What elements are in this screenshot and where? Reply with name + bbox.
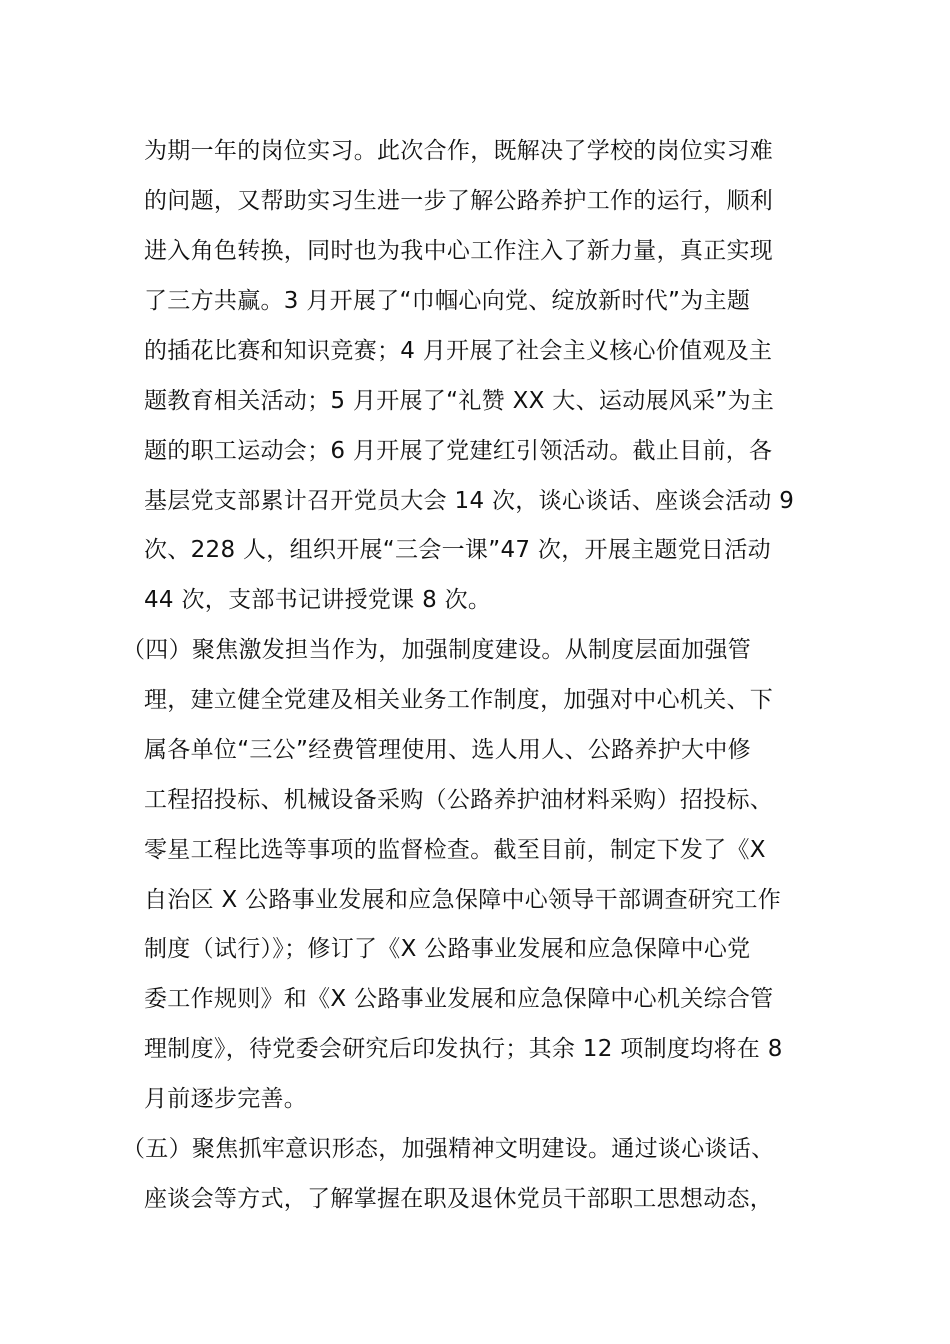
- text-line: 的问题，又帮助实习生进一步了解公路养护工作的运行，顺利: [144, 188, 774, 214]
- text-line: 委工作规则》和《X 公路事业发展和应急保障中心机关综合管: [144, 986, 774, 1012]
- text-line: 座谈会等方式，了解掌握在职及退休党员干部职工思想动态，: [144, 1186, 774, 1212]
- text-line: 基层党支部累计召开党员大会 14 次，谈心谈话、座谈会活动 9: [144, 488, 795, 514]
- text-line: 零星工程比选等事项的监督检查。截至目前，制定下发了《X: [144, 837, 766, 863]
- text-line: 进入角色转换，同时也为我中心工作注入了新力量，真正实现: [144, 238, 774, 264]
- text-line: 属各单位“三公”经费管理使用、选人用人、公路养护大中修: [144, 737, 751, 763]
- text-line: 44 次，支部书记讲授党课 8 次。: [144, 587, 492, 613]
- text-line: 制度（试行）》；修订了《X 公路事业发展和应急保障中心党: [144, 936, 751, 962]
- text-line: 题的职工运动会；6 月开展了党建红引领活动。截止目前，各: [144, 438, 773, 464]
- text-line: 次、228 人，组织开展“三会一课”47 次，开展主题党日活动: [144, 537, 771, 563]
- text-line: 了三方共赢。3 月开展了“巾帼心向党、绽放新时代”为主题: [144, 288, 751, 314]
- text-line: 自治区 X 公路事业发展和应急保障中心领导干部调查研究工作: [144, 887, 782, 913]
- text-line: 题教育相关活动；5 月开展了“礼赞 XX 大、运动展风采”为主: [144, 388, 775, 414]
- section-heading-line: （四）聚焦激发担当作为，加强制度建设。从制度层面加强管: [122, 637, 752, 663]
- text-line: 的插花比赛和知识竞赛；4 月开展了社会主义核心价值观及主: [144, 338, 773, 364]
- text-line: 月前逐步完善。: [144, 1086, 308, 1112]
- text-line: 理，建立健全党建及相关业务工作制度，加强对中心机关、下: [144, 687, 774, 713]
- text-line: 工程招投标、机械设备采购（公路养护油材料采购）招投标、: [144, 787, 774, 813]
- text-line: 为期一年的岗位实习。此次合作，既解决了学校的岗位实习难: [144, 138, 774, 164]
- text-line: 理制度》，待党委会研究后印发执行；其余 12 项制度均将在 8: [144, 1036, 783, 1062]
- section-heading-line: （五）聚焦抓牢意识形态，加强精神文明建设。通过谈心谈话、: [122, 1136, 775, 1162]
